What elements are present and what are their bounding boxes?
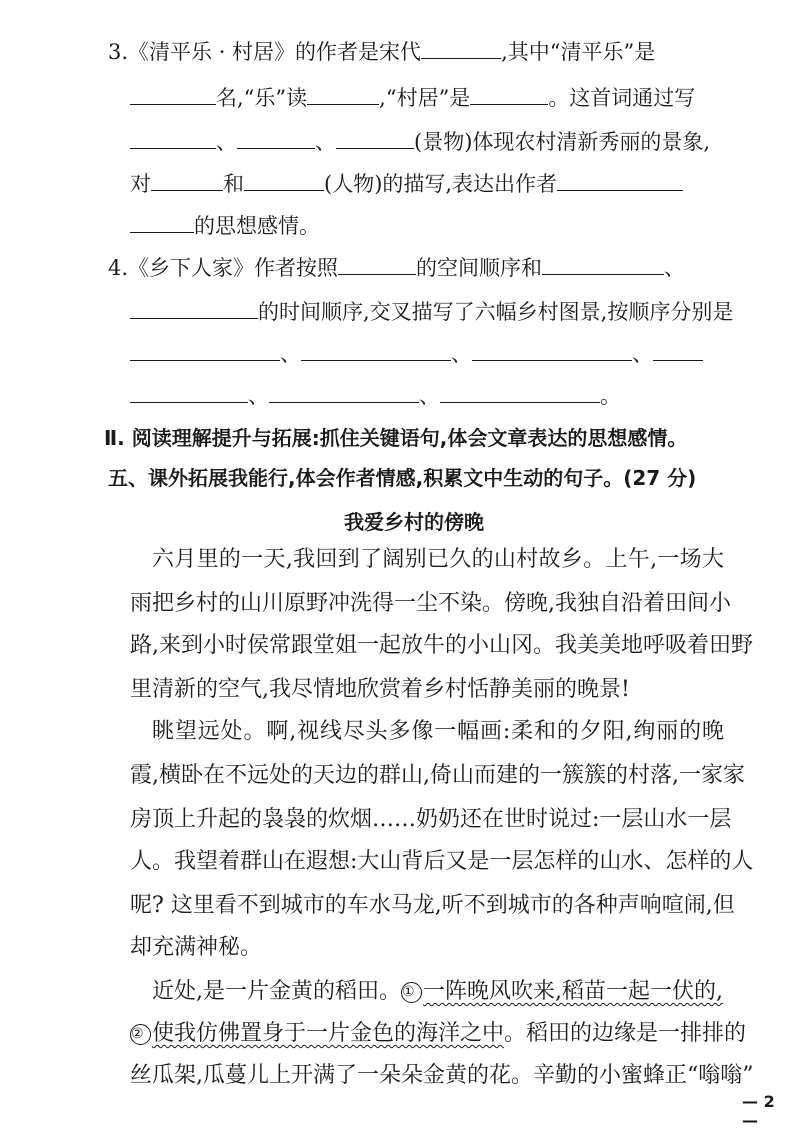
answer-blank[interactable] <box>130 128 216 149</box>
q4-line2 <box>130 298 733 326</box>
q4-text: 、 <box>664 256 686 280</box>
answer-blank[interactable] <box>151 170 223 191</box>
q3-line3 <box>130 128 710 156</box>
q3-line5 <box>130 212 320 240</box>
answer-blank[interactable] <box>421 38 501 59</box>
q3-text: 3.《清平乐 · 村居》的作者是宋代 <box>108 40 422 64</box>
article-line: 路,来到小时侯常跟堂姐一起放牛的小山冈。我美美地呼吸着田野 <box>130 633 753 658</box>
answer-blank[interactable] <box>244 170 324 191</box>
article-text: 近处,是一片金黄的稻田。 <box>152 979 401 1004</box>
answer-blank[interactable] <box>440 382 600 403</box>
q4-text: 、 <box>248 384 269 408</box>
answer-blank[interactable] <box>130 84 216 105</box>
underlined-sentence-2: 使我仿佛置身于一片金色的海洋之中 <box>152 1021 505 1046</box>
answer-blank[interactable] <box>269 382 419 403</box>
q3-text: ,“村居”是 <box>379 86 471 110</box>
q3-text: 名,“乐”读 <box>216 86 308 110</box>
article-line: 丝瓜架,瓜蔓儿上开满了一朵朵金黄的花。辛勤的小蜜蜂正“嗡嗡” <box>130 1063 754 1088</box>
q4-text: 、 <box>419 384 440 408</box>
answer-blank[interactable] <box>557 170 683 191</box>
q4-text: 的时间顺序,交叉描写了六幅乡村图景,按顺序分别是 <box>258 300 734 324</box>
article-text: 。稻田的边缘是一排排的 <box>504 1021 747 1046</box>
article-line: 人。我望着群山在遐想:大山背后又是一层怎样的山水、怎样的人 <box>130 849 754 874</box>
q3-text: 、 <box>315 130 336 154</box>
article-line: 呢? 这里看不到城市的车水马龙,听不到城市的各种声响喧闹,但 <box>130 893 735 918</box>
q3-text: 、 <box>216 130 237 154</box>
sentence-marker-1: ① <box>401 982 422 1003</box>
answer-blank[interactable] <box>338 254 416 275</box>
q3-line4 <box>130 170 683 198</box>
q3-text: ,其中“清平乐”是 <box>501 40 656 64</box>
page-number: — 2 — <box>742 1092 775 1130</box>
q4-text: 、 <box>451 342 472 366</box>
article-line <box>130 1020 747 1048</box>
answer-blank[interactable] <box>336 128 414 149</box>
answer-blank[interactable] <box>307 84 379 105</box>
article-line: 霞,横卧在不远处的天边的群山,倚山而建的一簇簇的村落,一家家 <box>130 763 745 788</box>
answer-blank[interactable] <box>130 212 194 233</box>
q4-line1 <box>108 254 685 282</box>
underlined-sentence-1: 一阵晚风吹来,稻苗一起一伏的, <box>423 979 723 1004</box>
answer-blank[interactable] <box>237 128 315 149</box>
q3-text: 。这首词通过写 <box>548 86 696 110</box>
answer-blank[interactable] <box>470 84 548 105</box>
answer-blank[interactable] <box>653 340 703 361</box>
article-line: 眺望远处。啊,视线尽头多像一幅画:柔和的夕阳,绚丽的晚 <box>152 719 724 744</box>
article-line: 六月里的一天,我回到了阔别已久的山村故乡。上午,一场大 <box>152 547 724 572</box>
answer-blank[interactable] <box>130 298 258 319</box>
q3-text: (景物)体现农村清新秀丽的景象, <box>414 130 711 154</box>
q4-text: 、 <box>632 342 653 366</box>
article-line: 里清新的空气,我尽情地欣赏着乡村恬静美丽的晚景! <box>130 677 630 702</box>
answer-blank[interactable] <box>301 340 451 361</box>
q4-line4 <box>130 382 621 410</box>
article-line: 却充满神秘。 <box>130 935 263 960</box>
article-line: 房顶上升起的袅袅的炊烟……奶奶还在世时说过:一层山水一层 <box>130 807 732 832</box>
q4-line3 <box>130 340 703 368</box>
q4-text: 4.《乡下人家》作者按照 <box>108 256 339 280</box>
article-title: 我爱乡村的傍晚 <box>344 510 484 534</box>
q4-text: 、 <box>280 342 301 366</box>
sentence-marker-2: ② <box>130 1024 151 1045</box>
q3-text: (人物)的描写,表达出作者 <box>324 172 558 196</box>
answer-blank[interactable] <box>130 382 248 403</box>
article-line: 雨把乡村的山川原野冲洗得一尘不染。傍晚,我独自沿着田间小 <box>130 591 731 616</box>
q3-line2 <box>130 84 695 112</box>
answer-blank[interactable] <box>130 340 280 361</box>
q3-text: 和 <box>223 172 244 196</box>
q3-text: 的思想感情。 <box>194 214 320 238</box>
q4-text: 。 <box>600 384 621 408</box>
q4-text: 的空间顺序和 <box>416 256 543 280</box>
q3-line1 <box>108 38 655 66</box>
section-5-heading: 五、课外拓展我能行,体会作者情感,积累文中生动的句子。(27 分) <box>108 466 697 490</box>
answer-blank[interactable] <box>472 340 632 361</box>
article-line <box>152 978 724 1006</box>
q3-text: 对 <box>130 172 151 196</box>
answer-blank[interactable] <box>542 254 664 275</box>
section-2-heading: Ⅱ. 阅读理解提升与拓展:抓住关键语句,体会文章表达的思想感情。 <box>104 426 688 450</box>
